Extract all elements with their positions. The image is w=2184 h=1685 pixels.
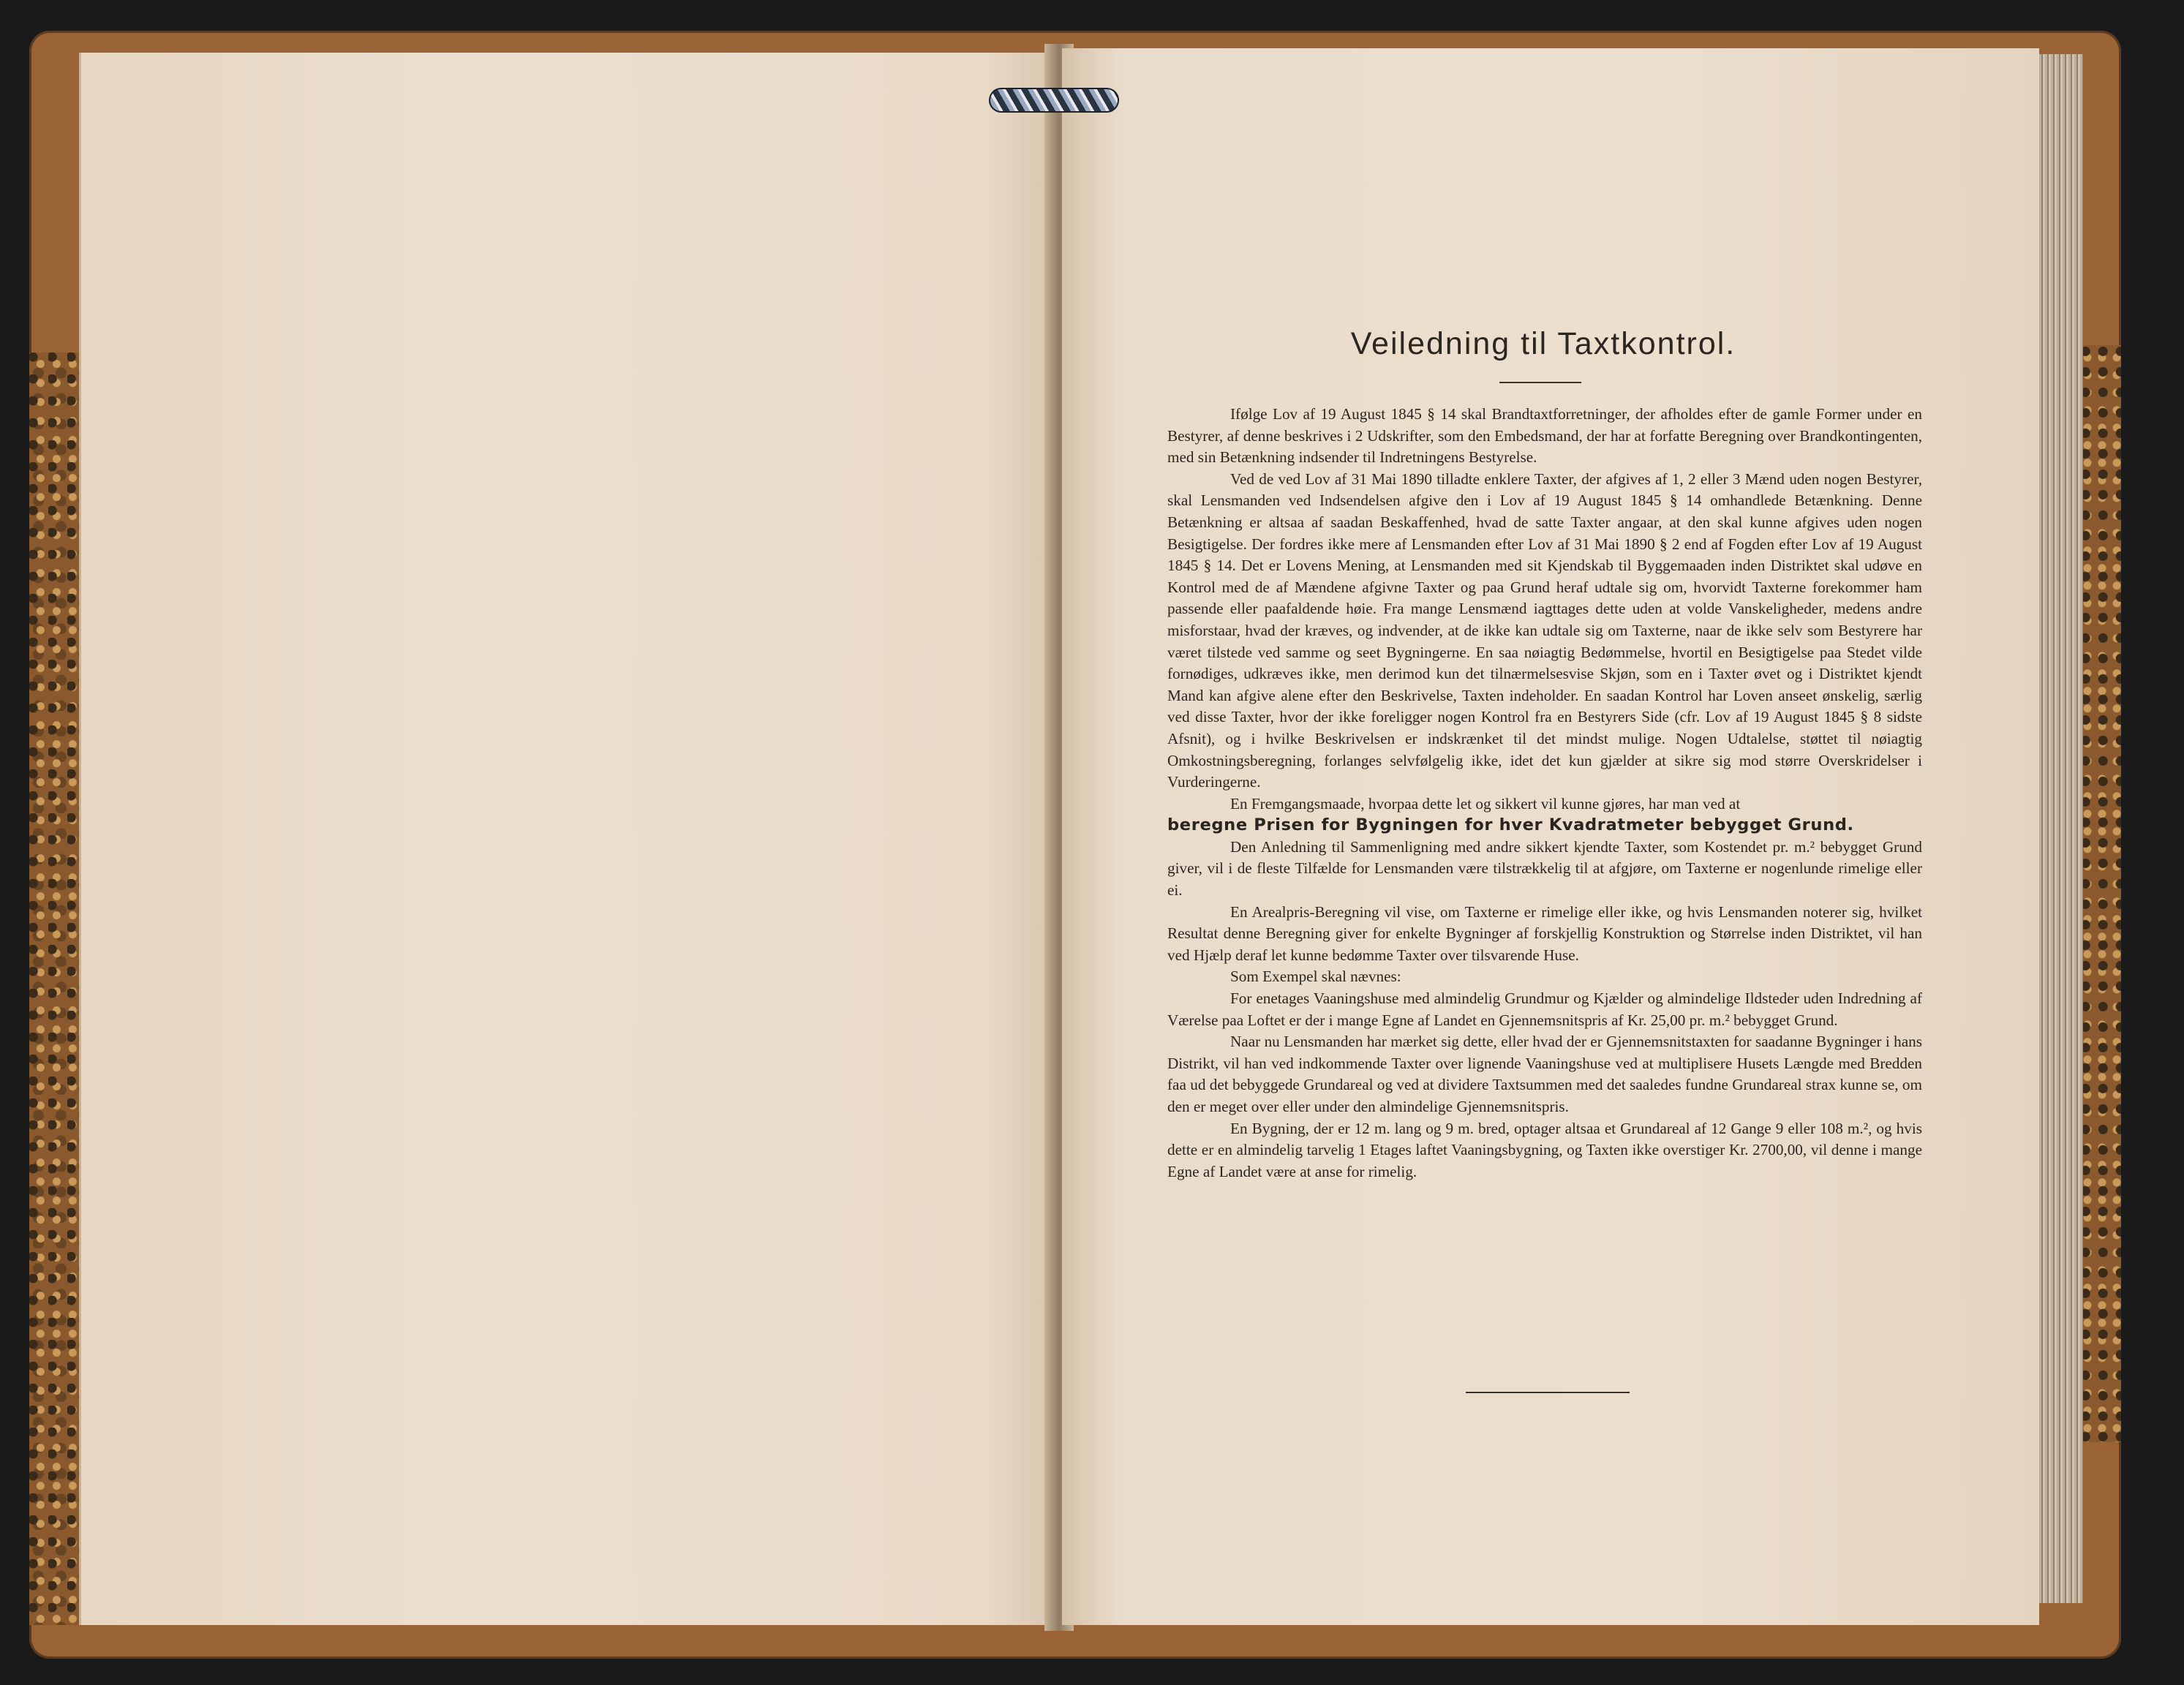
left-page xyxy=(79,53,1060,1625)
paragraph: For enetages Vaaningshuse med almindelig Grundmur og Kjælder og almindelige Ildsteder uden Indredning af Værelse paa Loftet er der i mange Egne af Landet en Gjennemsnitspris af Kr. 25,00 pr. m.² bebygget Grund. xyxy=(1167,989,1922,1029)
paragraph: En Bygning, der er 12 m. lang og 9 m. bred, optager altsaa et Grundareal af 12 Gange 9 eller 108 m.², og hvis dette er en almindelig tarvelig 1 Etages laftet Vaaningsbygning, og Taxten ikke overstiger Kr. 2700,00, vil denne i mange Egne af Landet være at anse for rimelig. xyxy=(1167,1119,1922,1180)
title-rule xyxy=(1499,382,1581,383)
paragraph: Naar nu Lensmanden har mærket sig dette, eller hvad der er Gjennemsnitstaxten for saadanne Bygninger i hans Distrikt, vil han ved indkommende Taxter over lignende Vaaningshuse ved at multiplisere Husets Længde med Bredden faa ud det bebyggede Grundareal og ved at dividere Taxtsummen med det saaledes fundne Grundareal strax kunne se, om den er meget over eller under den almindelige Gjennemsnitspris. xyxy=(1167,1033,1922,1115)
binding-thread-icon xyxy=(989,88,1119,113)
page-edges xyxy=(2039,54,2083,1603)
paragraph: Som Exempel skal nævnes: xyxy=(1230,968,1401,986)
closing-rule xyxy=(1466,1392,1630,1393)
paragraph: En Fremgangsmaade, hvorpaa dette let og sikkert vil kunne gjøres, har man ved at xyxy=(1230,794,1741,813)
document-title: Veiledning til Taxtkontrol. xyxy=(1350,326,1736,361)
paragraph: Ifølge Lov af 19 August 1845 § 14 skal Brandtaxtforretninger, der afholdes efter de gamle Former under en Bestyrer, af denne beskrives i 2 Udskrifter, som den Embedsmand, der har at forfatte Beregning over Brandkontingenten, med sin Betænkning indsender til Indretningens Bestyrelse. xyxy=(1167,405,1922,467)
emphasized-paragraph: beregne Prisen for Bygningen for hver Kvadratmeter bebygget Grund. xyxy=(1167,815,1854,835)
paragraph: En Arealpris-Beregning vil vise, om Taxterne er rimelige eller ikke, og hvis Lensmanden noterer sig, hvilket Resultat denne Beregning giver for enkelte Bygninger af forskjellig Konstruktion og Størrelse inden Distriktet, vil han ved Hjælp deraf let kunne bedømme Taxter over tilsvarende Huse. xyxy=(1167,902,1922,964)
paragraph: Ved de ved Lov af 31 Mai 1890 tilladte enklere Taxter, der afgives af 1, 2 eller 3 Mænd uden nogen Bestyrer, skal Lensmanden ved Indsendelsen afgive den i Lov af 19 August 1845 § 14 omhandlede Betænkning. Denne Betænkning er altsaa af saadan Beskaffenhed, hvad de satte Taxter angaar, at den skal kunne afgives uden nogen Besigtigelse. Der fordres ikke mere af Lensmanden efter Lov af 31 Mai 1890 § 2 end af Fogden efter Lov af 19 August 1845 § 14. Det er Lovens Mening, at Lensmanden med sit Kjendskab til Byggemaaden inden Distriktet skal udøve en Kontrol med de af Mændene afgivne Taxter og paa Grund heraf udtale sig om, hvorvidt Taxterne forekommer ham passende eller paafaldende høie. Fra mange Lensmænd iagttages dette uden at volde Vanskeligheder, medens andre misforstaar, hvad der kræves, og indvender, at de ikke kan udtale sig om Taxterne, naar de ikke selv som Bestyrere har været tilstede ved samme og seet Bygningerne. En saa nøiagtig Bedømmelse, hvortil en Besigtigelse paa Stedet vilde fornødiges, udkræves ikke, men derimod kun det tilnærmelsesvise Skjøn, som en i Taxter øvet og i Distriktet kjendt Mand kan afgive alene efter den Beskrivelse, Taxten indeholder. En saadan Kontrol har Loven anseet ønskelig, særlig ved disse Taxter, hvor der ikke foreligger nogen Kontrol fra en Bestyrers Side (cfr. Lov af 19 August 1845 § 8 sidste Afsnit), og i hvilke Beskrivelsen er indskrænket til det mindst mulige. Nogen Udtalelse, støttet til nøiagtig Omkostningsberegning, forlanges selvfølgelig ikke, idet det kun gjælder at sikre sig mod større Overskridelser i Vurderingerne. xyxy=(1167,470,1922,791)
document-body xyxy=(1167,404,1922,1183)
paragraph: Den Anledning til Sammenligning med andre sikkert kjendte Taxter, som Kostendet pr. m.² bebygget Grund giver, vil i de fleste Tilfælde for Lensmanden være tilstrækkelig til at afgjøre, om Taxterne er nogenlunde rimelige eller ei. xyxy=(1167,837,1922,900)
